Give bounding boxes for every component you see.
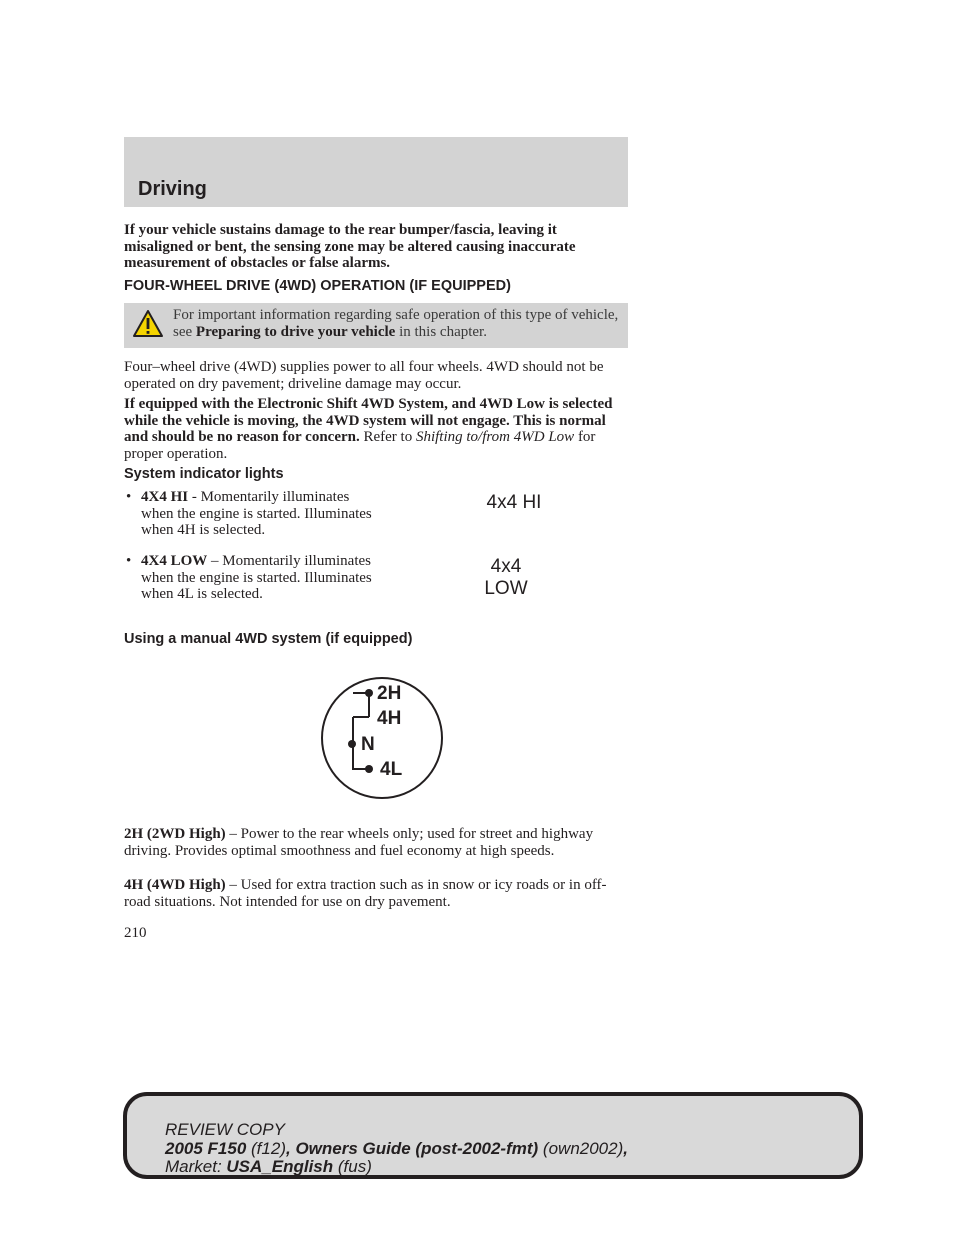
para-electronic-shift: If equipped with the Electronic Shift 4WD System, and 4WD Low is selected while the vehicle is moving, the 4WD system will not engage. This is normal and should be no reason for concern. Refer to Shifting to/from 4WD Low for proper operation. — [124, 396, 613, 462]
para-4wd-overview: Four–wheel drive (4WD) supplies power to all four wheels. 4WD should not be operated on dry pavement; driveline damage may occur. — [124, 359, 604, 392]
warning-triangle-icon — [132, 309, 164, 339]
review-copy-label: REVIEW COPY — [165, 1120, 285, 1139]
review-copy-footer — [123, 1092, 863, 1179]
warning-box — [124, 303, 628, 348]
crossref-shifting: Shifting to/from 4WD Low — [415, 429, 575, 445]
chapter-title: Driving — [138, 178, 207, 200]
position-dot-2h — [365, 689, 373, 697]
indicator-symbol-4x4-hi: 4x4 HI — [486, 492, 542, 513]
page-number: 210 — [124, 925, 147, 941]
indicator-item-4x4-hi: • 4X4 HI - Momentarily illuminates when the engine is started. Illuminates when 4H is selected. — [126, 489, 372, 538]
warning-text: For important information regarding safe operation of this type of vehicle, see Preparing to drive your vehicle in this chapter. — [173, 307, 619, 340]
indicator-symbol-4x4-low: 4x4 LOW — [484, 556, 528, 599]
position-label-2h: 2H — [377, 683, 402, 704]
position-label-4l: 4L — [380, 759, 403, 780]
chapter-header — [124, 137, 628, 207]
position-label-n: N — [361, 734, 375, 755]
position-label-4h: 4H — [377, 708, 402, 729]
position-dot-4l — [365, 765, 373, 773]
indicator-heading: System indicator lights — [124, 466, 284, 482]
footer-text: REVIEW COPY 2005 F150 (f12), Owners Guide (post-2002-fmt) (own2002), Market: USA_English (fus) — [165, 1120, 628, 1176]
section-heading-4wd: FOUR-WHEEL DRIVE (4WD) OPERATION (IF EQUIPPED) — [124, 278, 511, 294]
manual-4wd-heading: Using a manual 4WD system (if equipped) — [124, 631, 413, 647]
desc-4h: 4H (4WD High) – Used for extra traction such as in snow or icy roads or in off-road situations. Not intended for use on dry pavement. — [124, 877, 607, 910]
transfer-case-shift-pattern — [320, 676, 444, 800]
indicator-item-4x4-low: • 4X4 LOW – Momentarily illuminates when the engine is started. Illuminates when 4L is selected. — [126, 553, 372, 602]
desc-2h: 2H (2WD High) – Power to the rear wheels only; used for street and highway driving. Provides optimal smoothness and fuel economy at high speeds. — [124, 826, 594, 859]
bumper-damage-notice: If your vehicle sustains damage to the rear bumper/fascia, leaving it misaligned or bent, the sensing zone may be altered causing inaccurate measurement of obstacles or false alarms. — [124, 222, 576, 271]
position-dot-n — [348, 740, 356, 748]
warning-crossref: Preparing to drive your vehicle — [195, 323, 396, 340]
